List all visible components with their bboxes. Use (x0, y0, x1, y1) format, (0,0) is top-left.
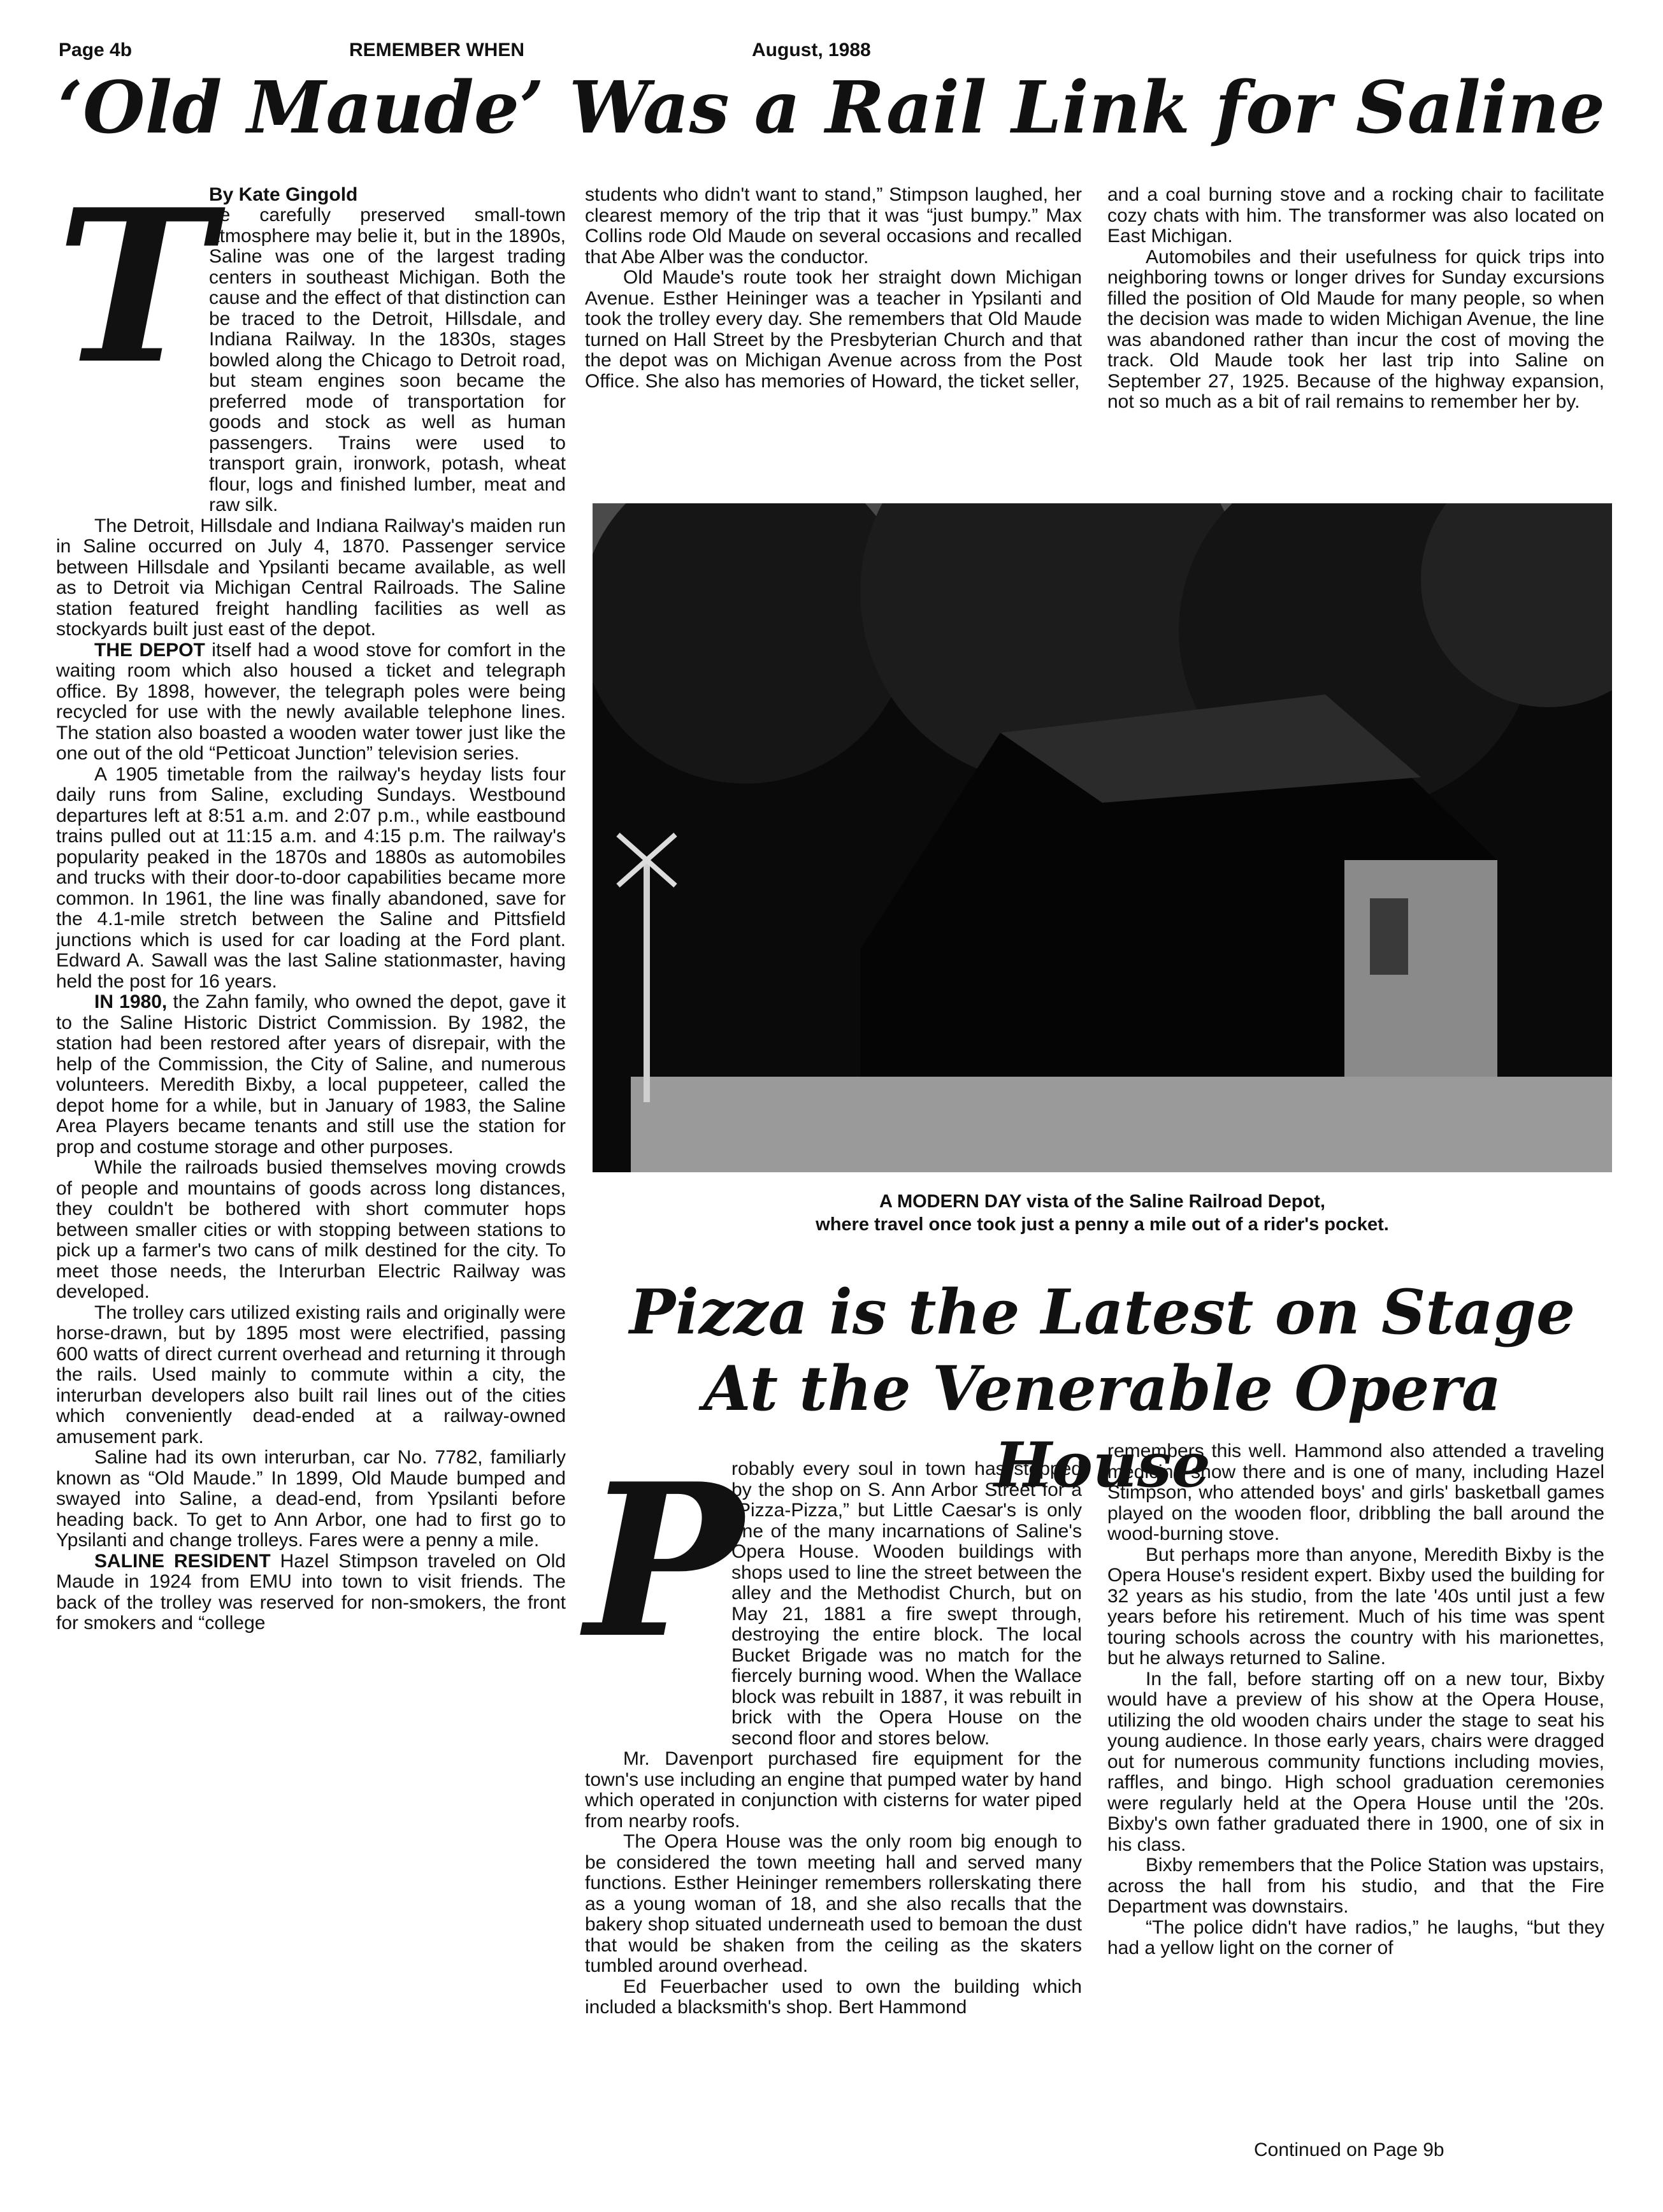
caption-line-1: A MODERN DAY vista of the Saline Railroad Depot, (879, 1191, 1325, 1212)
paragraph: Mr. Davenport purchased fire equipment for the town's use including an engine that pumped water by hand which operated in conjunction with cisterns for water piped from nearby roofs. (585, 1748, 1082, 1832)
continued-note: Continued on Page 9b (1254, 2139, 1444, 2160)
main-headline: ‘Old Maude’ Was a Rail Link for Saline (58, 66, 1605, 150)
second-headline-line-1: Pizza is the Latest on Stage (629, 1276, 1576, 1348)
paragraph: and a coal burning stove and a rocking chair to facilitate cozy chats with him. The transformer was also located on East Michigan. (1107, 184, 1604, 247)
byline: By Kate Gingold (209, 184, 358, 205)
paragraph: Ed Feuerbacher used to own the building which included a blacksmith's shop. Bert Hammond (585, 1976, 1082, 2018)
pizza-column-1 (585, 1437, 1082, 2018)
paragraph: robably every soul in town has stopped by the shop on S. Ann Arbor Street for a “Pizza-Pizza,” but Little Caesar's is only one of the many incarnations of Saline's Opera House. Wooden buildings with shops used to line the street between the alley and the Methodist Church, but on May 21, 1881 a fire swept through, destroying the entire block. The local Bucket Brigade was no match for the fiercely burning wood. When the Wallace block was rebuilt in 1887, it was rebuilt in brick with the Opera House on the second floor and stores below. (731, 1458, 1082, 1749)
paragraph: THE DEPOT itself had a wood stove for comfort in the waiting room which also housed a ticket and telegraph office. By 1898, however, the telegraph poles were being recycled for use with the newly available telephone lines. The station also boasted a wooden water tower just like the one out of the old “Petticoat Junction” television series. (56, 639, 566, 764)
paragraph: Automobiles and their usefulness for quick trips into neighboring towns or longer drives for Sunday excursions filled the position of Old Maude for many people, so when the decision was made to widen Michigan Avenue, the line was abandoned rather than incur the cost of moving the track. Old Maude took her last trip into Saline on September 27, 1925. Because of the highway expansion, not so much as a bit of rail remains to remember her by. (1107, 246, 1604, 412)
paragraph: While the railroads busied themselves moving crowds of people and mountains of goods across long distances, they couldn't be bothered with short commuter hops between smaller cities or with stopping between stations to pick up a farmer's two cans of milk destined for the city. To meet those needs, the Interurban Electric Railway was developed. (56, 1157, 566, 1302)
paragraph: Bixby remembers that the Police Station was upstairs, across the hall from his studio, and that the Fire Department was downstairs. (1107, 1855, 1604, 1917)
photo-caption (593, 1190, 1612, 1236)
caption-line-2: where travel once took just a penny a mile out of a rider's pocket. (816, 1214, 1389, 1235)
paragraph: Saline had its own interurban, car No. 7782, familiarly known as “Old Maude.” In 1899, Old Maude bumped and swayed into Saline, a dead-end, from Ypsilanti before heading back. To get to Ann Arbor, one had to first go to Ypsilanti and change trolleys. Fares were a penny a mile. (56, 1447, 566, 1551)
drop-cap-p: P (585, 1437, 744, 1684)
issue-date: August, 1988 (752, 40, 871, 61)
paragraph: “The police didn't have radios,” he laughs, “but they had a yellow light on the corner of (1107, 1916, 1604, 1958)
depot-photo (593, 503, 1612, 1172)
paragraph: In the fall, before starting off on a new tour, Bixby would have a preview of his show at the Opera House, utilizing the old wooden chairs under the stage to seat his young audience. In those early years, chairs were dragged out for numerous community functions including movies, raffles, and bingo. High school graduation ceremonies were regularly held at the Opera House until the '20s. Bixby's own father graduated there in 1900, one of six in his class. (1107, 1668, 1604, 1855)
pizza-column-2 (1107, 1441, 1604, 1959)
paragraph: students who didn't want to stand,” Stimpson laughed, her clearest memory of the trip that it was “just bumpy.” Max Collins rode Old Maude on several occasions and recalled that Abe Alber was the conductor. (585, 184, 1082, 268)
article-column-3 (1107, 185, 1604, 413)
paragraph: IN 1980, the Zahn family, who owned the depot, gave it to the Saline Historic District Commission. By 1982, the station had been restored after years of disrepair, with the help of the Commission, the City of Saline, and numerous volunteers. Meredith Bixby, a local puppeteer, called the depot home for a while, but in January of 1983, the Saline Area Players became tenants and still use the station for prop and costume storage and other purposes. (56, 991, 566, 1158)
paragraph: remembers this well. Hammond also attended a traveling medicine show there and is one of many, including Hazel Stimpson, who attended boys' and girls' basketball games played on the wooden floor, dribbling the ball around the wood-burning stove. (1107, 1440, 1604, 1544)
page-number: Page 4b (59, 40, 133, 61)
drop-cap-t: T (56, 163, 213, 410)
paragraph: The Opera House was the only room big enough to be considered the town meeting hall and served many functions. Esther Heininger remembers rollerskating there as a young woman of 18, and she also recalls that the bakery shop situated underneath used to bemoan the dust that would be shaken from the ceiling as the skaters tumbled around overhead. (585, 1831, 1082, 1976)
section-title: REMEMBER WHEN (349, 40, 524, 61)
paragraph: The Detroit, Hillsdale and Indiana Railway's maiden run in Saline occurred on July 4, 1870. Passenger service between Hillsdale and Ypsilanti became available, as well as to Detroit via Michigan Central Railroads. The Saline station featured freight handling facilities as well as stockyards built just east of the depot. (56, 515, 566, 640)
paragraph: Old Maude's route took her straight down Michigan Avenue. Esther Heininger was a teacher in Ypsilanti and took the trolley every day. She remembers that Old Maude turned on Hall Street by the Presbyterian Church and that the depot was on Michigan Avenue across from the Post Office. She also has memories of Howard, the ticket seller, (585, 267, 1082, 392)
paragraph: A 1905 timetable from the railway's heyday lists four daily runs from Saline, excluding Sundays. Westbound departures left at 8:51 a.m. and 2:07 p.m., while eastbound trains pulled out at 11:15 a.m. and 4:15 p.m. The railway's popularity peaked in the 1870s and 1880s as automobiles and trucks with their door-to-door capabilities became more common. In 1961, the line was finally abandoned, save for the 4.1-mile stretch between the Saline and Pittsfield junctions which is used for car loading at the Ford plant. Edward A. Sawall was the last Saline stationmaster, having held the post for 16 years. (56, 763, 566, 992)
paragraph: The trolley cars utilized existing rails and originally were horse-drawn, but by 1895 most were electrified, passing 600 watts of direct current overhead and returning it through the rails. Used mainly to commute within a city, the interurban developers also built rail lines out of the cities which conveniently dead-ended at a railway-owned amusement park. (56, 1302, 566, 1447)
paragraph: SALINE RESIDENT Hazel Stimpson traveled on Old Maude in 1924 from EMU into town to visit friends. The back of the trolley was reserved for non-smokers, the front for smokers and “college (56, 1550, 566, 1634)
paragraph: he carefully preserved small-town atmosphere may belie it, but in the 1890s, Saline was one of the largest trading centers in southeast Michigan. Both the cause and the effect of that distinction can be traced to the Detroit, Hillsdale, and Indiana Railway. In the 1830s, stages bowled along the Chicago to Detroit road, but steam engines soon became the preferred mode of transportation for goods and stock as well as human passengers. Trains were used to transport grain, ironwork, potash, wheat flour, logs and finished lumber, meat and raw silk. (209, 205, 566, 515)
article-column-2 (585, 185, 1082, 392)
paragraph: But perhaps more than anyone, Meredith Bixby is the Opera House's resident expert. Bixby used the building for 32 years as his studio, from the late '40s until just a few years before his retirement. Much of his time was spent touring schools across the country with his marionettes, but he always returned to Saline. (1107, 1544, 1604, 1669)
article-column-1 (56, 163, 566, 1634)
second-headline-line-2: At the Venerable Opera House (703, 1353, 1502, 1501)
depot-photo-illustration (593, 503, 1612, 1172)
